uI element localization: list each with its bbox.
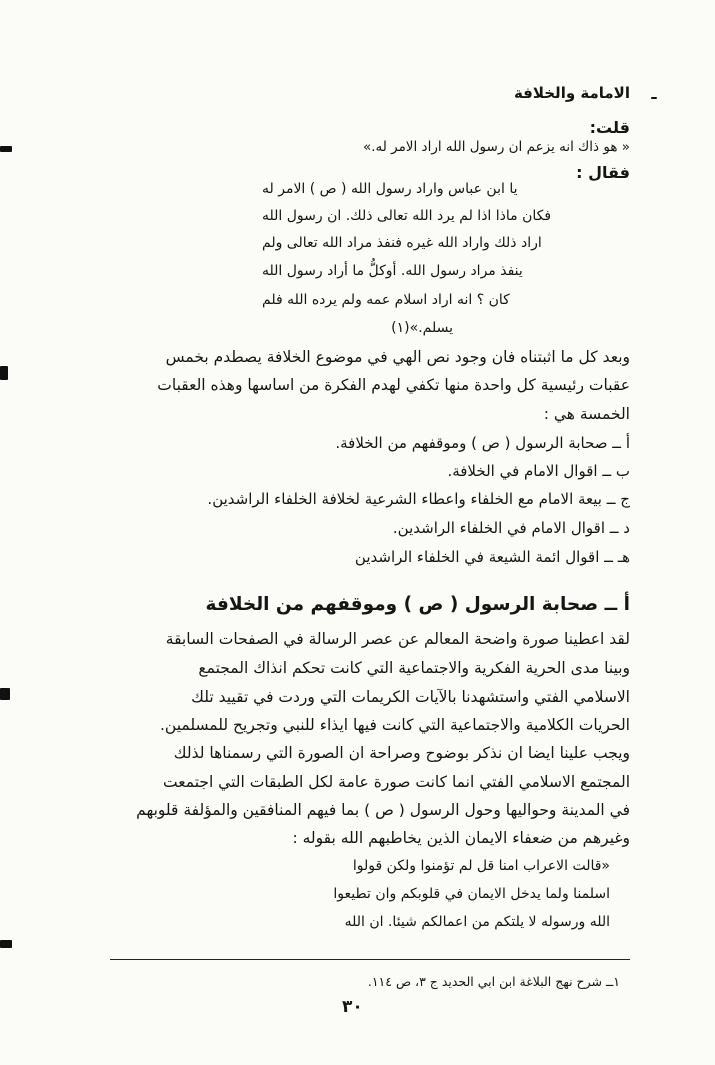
obstacle-item: ج ــ بيعة الامام مع الخلفاء واعطاء الشرعية لخلافة الخلفاء الراشدين. — [207, 490, 630, 508]
section-line: في المدينة وحواليها وحول الرسول ( ص ) بما فيهم المنافقين والمؤلفة قلوبهم — [136, 801, 630, 819]
qulat-quote: « هو ذاك انه يزعم ان رسول الله اراد الامر له.» — [362, 139, 630, 155]
quote-line: اسلمنا ولما يدخل الايمان في قلوبكم وان تطيعوا — [333, 886, 610, 902]
section-line: لقد اعطينا صورة واضحة المعالم عن عصر الرسالة في الصفحات السابقة — [165, 630, 630, 648]
footnote-divider — [110, 959, 630, 960]
faqal-line: كان ؟ انه اراد اسلام عمه ولم يرده الله فلم — [262, 292, 510, 308]
section-title: أ ــ صحابة الرسول ( ص ) وموقفهم من الخلافة — [205, 594, 630, 615]
obstacle-item: هـ ــ اقوال ائمة الشيعة في الخلفاء الراشدين — [354, 548, 630, 566]
faqal-line: اراد ذلك واراد الله غيره فنفذ مراد الله تعالى ولم — [262, 235, 542, 251]
scan-mark — [651, 97, 657, 99]
section-line: الحريات الكلامية والاجتماعية التي كانت فيها ايذاء للنبي وتجريح للمسلمين. — [159, 716, 630, 734]
page-number: ٣٠ — [342, 997, 363, 1017]
quote-line: «قالت الاعراب امنا قل لم تؤمنوا ولكن قولوا — [352, 858, 610, 874]
section-line: الاسلامي الفتي واستشهدنا بالآيات الكريمات التي وردت في تقييد تلك — [191, 688, 630, 706]
section-line: المجتمع الاسلامي الفتي انما كانت صورة عامة لكل الطبقات التي اجتمعت — [163, 773, 630, 791]
quote-line: الله ورسوله لا يلتكم من اعمالكم شيئا. ان الله — [344, 914, 610, 930]
faqal-line: يا ابن عباس واراد رسول الله ( ص ) الامر له — [262, 181, 518, 197]
footnote: ١ــ شرح نهج البلاغة ابن ابي الحديد ج ٣، ص ١١٤. — [367, 974, 620, 989]
faqal-label: فقال : — [576, 163, 630, 182]
section-line: وبينا مدى الحرية الفكرية والاجتماعية التي كانت تحكم انذاك المجتمع — [198, 659, 630, 677]
faqal-line: ينفذ مراد رسول الله. أوكلُّ ما أراد رسول الله — [262, 263, 523, 279]
faqal-line: فكان ماذا اذا لم يرد الله تعالى ذلك. ان رسول الله — [262, 208, 552, 224]
section-line: ويجب علينا ايضا ان نذكر بوضوح وصراحة ان الصورة التي رسمناها لذلك — [173, 744, 630, 762]
obstacle-item: د ــ اقوال الامام في الخلفاء الراشدين. — [392, 519, 630, 537]
scan-mark — [0, 366, 8, 380]
section-line: وغيرهم من ضعفاء الايمان الذين يخاطبهم الله بقوله : — [292, 829, 630, 847]
intro-line: وبعد كل ما اثبتناه فان وجود نص الهي في موضوع الخلافة يصطدم بخمس — [165, 348, 630, 366]
scan-mark — [0, 940, 12, 948]
obstacle-item: ب ــ اقوال الامام في الخلافة. — [447, 462, 630, 480]
faqal-line: يسلم.»(١) — [391, 320, 453, 336]
intro-line: الخمسة هي : — [543, 405, 630, 423]
obstacle-item: أ ــ صحابة الرسول ( ص ) وموقفهم من الخلافة. — [335, 434, 630, 452]
scan-mark — [0, 688, 10, 700]
intro-line: عقبات رئيسية كل واحدة منها تكفي لهدم الفكرة من اساسها وهذه العقبات — [157, 376, 630, 394]
running-header: الامامة والخلافة — [513, 84, 630, 102]
qulat-label: قلت: — [589, 118, 630, 137]
scan-mark — [0, 146, 12, 152]
